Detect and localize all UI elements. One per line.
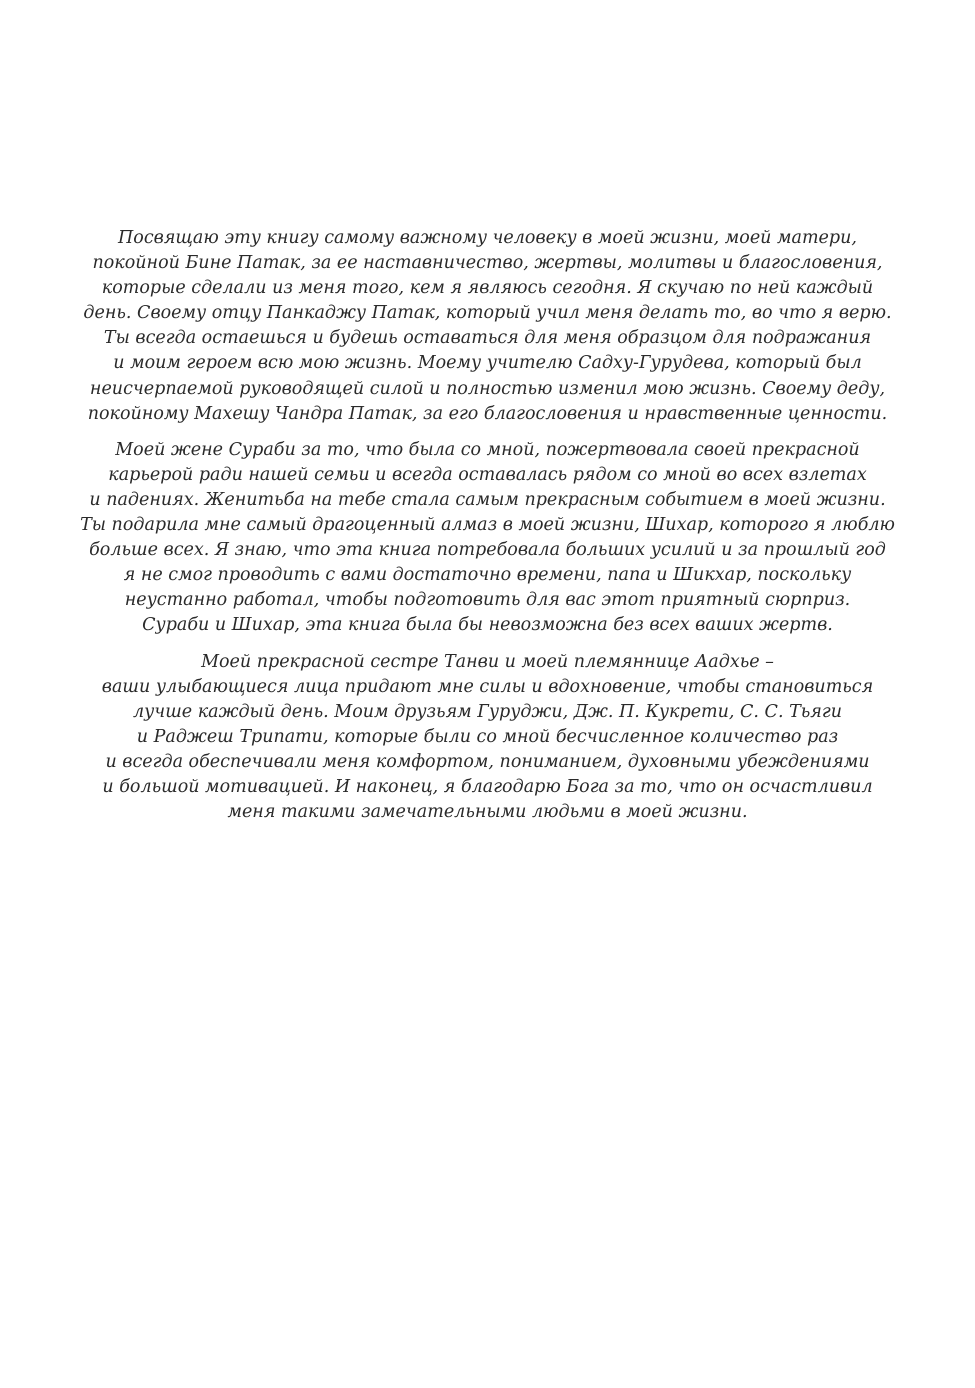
text-line: и большой мотивацией. И наконец, я благодарю Бога за то, что он осчастливил <box>102 776 873 797</box>
text-line: карьерой ради нашей семьи и всегда оставалась рядом со мной во всех взлетах <box>108 464 867 485</box>
dedication-paragraph-family-friends <box>60 650 915 826</box>
text-line: покойной Бине Патак, за ее наставничество, жертвы, молитвы и благословения, <box>92 253 883 274</box>
text-line: Моей прекрасной сестре Танви и моей племяннице Аадхье – <box>201 651 774 672</box>
text-line: лучше каждый день. Моим друзьям Гуруджи, Дж. П. Кукрети, С. С. Тьяги <box>133 701 842 722</box>
text-line: день. Своему отцу Панкаджу Патак, который учил меня делать то, во что я верю. <box>83 303 892 324</box>
text-line: и всегда обеспечивали меня комфортом, пониманием, духовными убеждениями <box>105 751 870 772</box>
text-line: неисчерпаемой руководящей силой и полностью изменил мою жизнь. Своему деду, <box>89 378 886 399</box>
text-line: Моей жене Сураби за то, что была со мной, пожертвовала своей прекрасной <box>115 439 860 460</box>
text-line: покойному Махешу Чандра Патак, за его благословения и нравственные ценности. <box>87 403 888 424</box>
text-line: ваши улыбающиеся лица придают мне силы и вдохновение, чтобы становиться <box>101 676 874 697</box>
dedication-paragraph-parents <box>60 226 915 427</box>
text-line: меня такими замечательными людьми в моей жизни. <box>227 802 748 823</box>
text-line: я не смог проводить с вами достаточно времени, папа и Шикхар, поскольку <box>123 565 852 586</box>
text-line: и Раджеш Трипати, которые были со мной бесчисленное количество раз <box>136 726 839 747</box>
text-line: неустанно работал, чтобы подготовить для вас этот приятный сюрприз. <box>124 590 851 611</box>
dedication-paragraph-wife <box>60 438 915 639</box>
text-line: Ты подарила мне самый драгоценный алмаз в моей жизни, Шихар, которого я люблю <box>80 515 895 536</box>
text-line: Ты всегда остаешься и будешь оставаться для меня образцом для подражания <box>103 328 872 349</box>
text-line: и моим героем всю мою жизнь. Моему учителю Садху-Гурудева, который был <box>113 353 862 374</box>
dedication-text <box>60 226 915 836</box>
text-line: и падениях. Женитьба на тебе стала самым прекрасным событием в моей жизни. <box>89 489 886 510</box>
text-line: Сураби и Шихар, эта книга была бы невозможна без всех ваших жертв. <box>142 615 833 636</box>
text-line: больше всех. Я знаю, что эта книга потребовала больших усилий и за прошлый год <box>89 540 886 561</box>
text-line: которые сделали из меня того, кем я являюсь сегодня. Я скучаю по ней каждый <box>101 278 874 299</box>
text-line: Посвящаю эту книгу самому важному человеку в моей жизни, моей матери, <box>118 228 857 248</box>
